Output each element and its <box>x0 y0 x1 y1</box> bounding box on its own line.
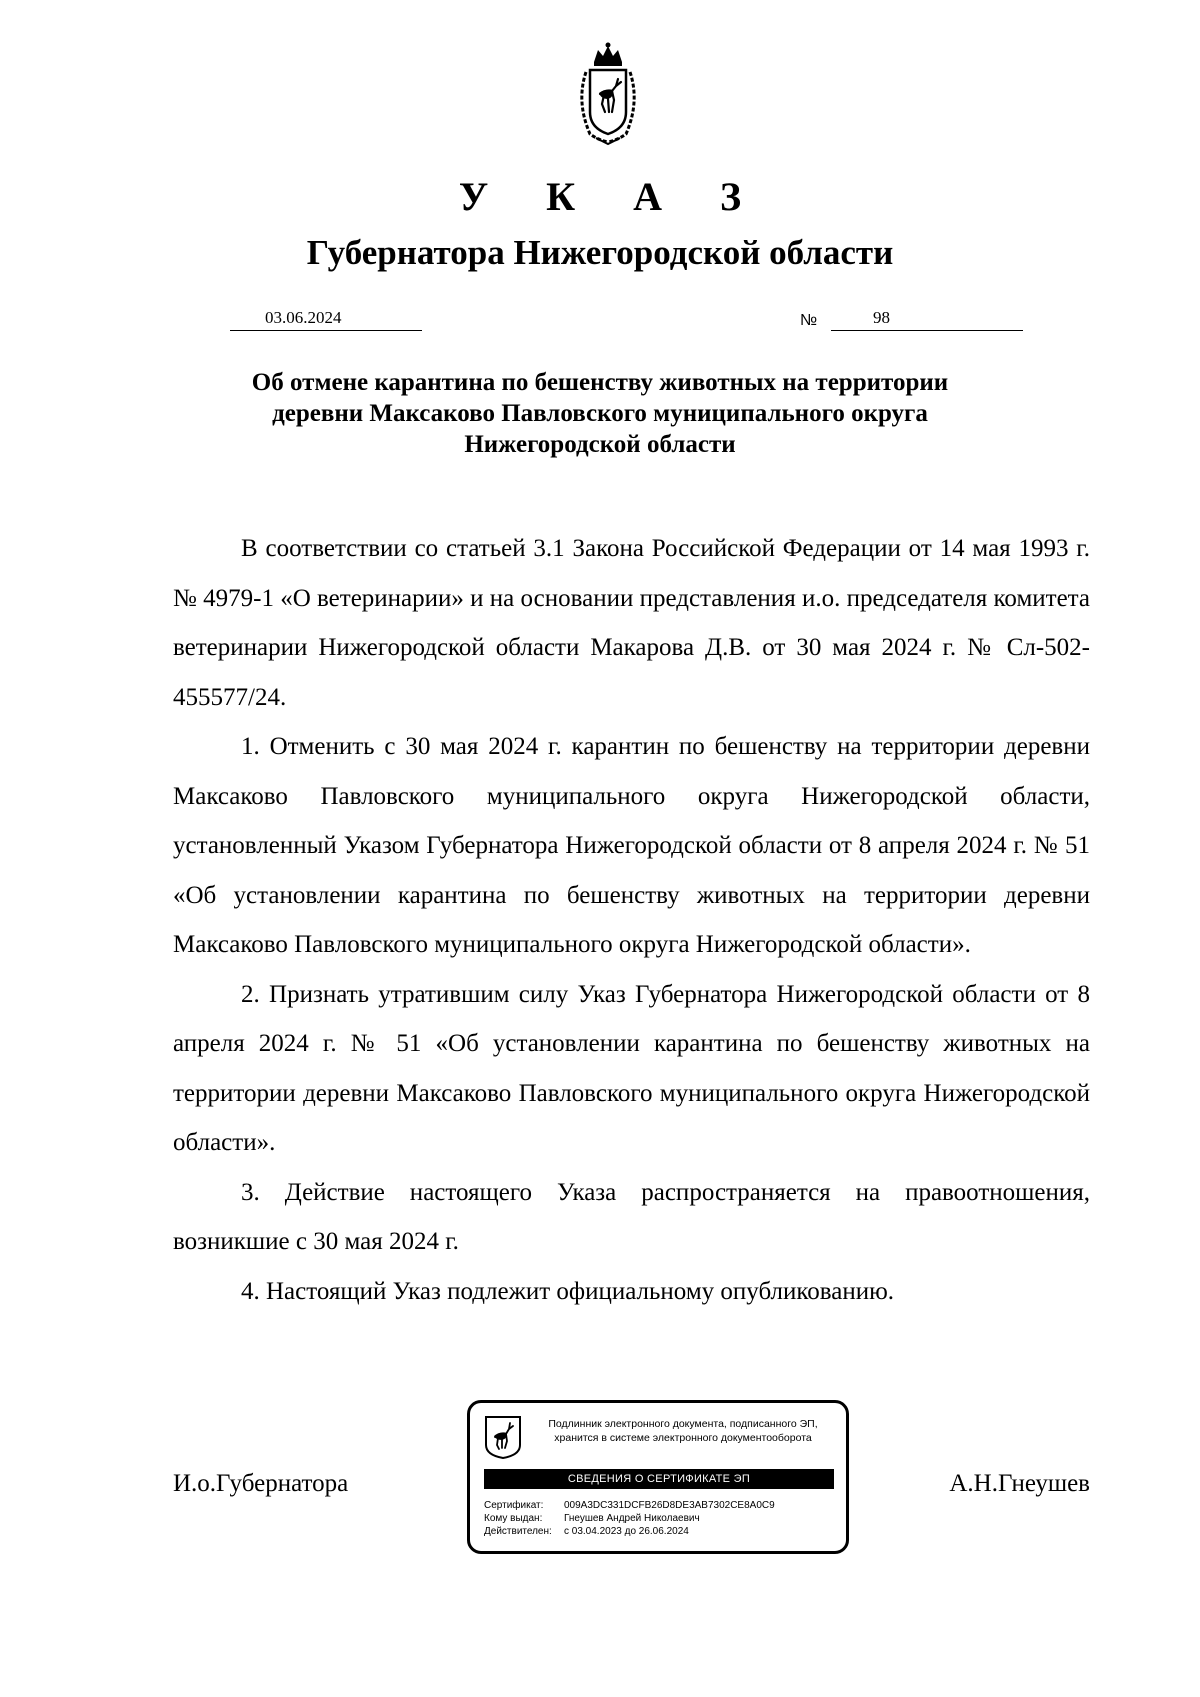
document-date: 03.06.2024 <box>265 308 342 327</box>
subject-line: Об отмене карантина по бешенству животных на территории <box>251 369 949 396</box>
validity-row <box>484 1525 839 1538</box>
document-title: У К А З <box>458 174 766 219</box>
preamble-paragraph: В соответствии со статьей 3.1 Закона Российской Федерации от 14 мая 1993 г. № 4979-1 «О ветеринарии» и на основании представления и.о. председателя комитета ветеринарии Нижегородской области Макарова Д.В. от 30 мая 2024 г. № Сл-502-455577/24. <box>173 535 1090 711</box>
certificate-info-bar: СВЕДЕНИЯ О СЕРТИФИКАТЕ ЭП <box>484 1469 834 1489</box>
document-body <box>173 524 1090 1316</box>
certificate-row <box>484 1499 839 1512</box>
stamp-header-line: Подлинник электронного документа, подписанного ЭП, <box>548 1418 818 1430</box>
date-field <box>230 308 422 331</box>
signer-name: А.Н.Гнеушев <box>949 1470 1090 1497</box>
certificate-details <box>484 1499 839 1538</box>
stamp-header <box>528 1417 838 1445</box>
number-sign: № <box>800 312 818 329</box>
document-number: 98 <box>873 308 890 327</box>
subject-line: деревни Максаково Павловского муниципального округа <box>272 400 928 427</box>
issued-to-label: Кому выдан: <box>484 1513 543 1524</box>
validity-label: Действителен: <box>484 1526 552 1537</box>
clause-2: 2. Признать утратившим силу Указ Губернатора Нижегородской области от 8 апреля 2024 г. № 51 «Об установлении карантина по бешенству животных на территории деревни Максаково Павловского муниципального округа Нижегородской области». <box>173 980 1090 1156</box>
subject-line: Нижегородской области <box>464 431 736 458</box>
issued-to-row <box>484 1512 839 1525</box>
stamp-header-line: хранится в системе электронного документооборота <box>554 1432 812 1444</box>
clause-1: 1. Отменить с 30 мая 2024 г. карантин по бешенству на территории деревни Максаково Павловского муниципального округа Нижегородской области, установленный Указом Губернатора Нижегородской области от 8 апреля 2024 г. № 51 «Об установлении карантина по бешенству животных на территории деревни Максаково Павловского муниципального округа Нижегородской области». <box>173 733 1090 958</box>
certificate-value: 009A3DC331DCFB26D8DE3AB7302CE8A0C9 <box>564 1500 775 1511</box>
document-subject <box>140 367 1060 460</box>
validity-value: с 03.04.2023 до 26.06.2024 <box>564 1526 689 1537</box>
number-field <box>831 308 1023 331</box>
deer-emblem-icon <box>484 1415 522 1459</box>
issuing-authority: Губернатора Нижегородской области <box>306 233 894 272</box>
coat-of-arms-icon <box>568 42 648 146</box>
certificate-label: Сертификат: <box>484 1500 544 1511</box>
clause-4: 4. Настоящий Указ подлежит официальному опубликованию. <box>241 1277 895 1305</box>
electronic-signature-stamp <box>467 1400 849 1554</box>
clause-3: 3. Действие настоящего Указа распространяется на правоотношения, возникшие с 30 мая 2024 г. <box>173 1178 1090 1255</box>
signer-position: И.о.Губернатора <box>173 1470 349 1497</box>
issued-to-value: Гнеушев Андрей Николаевич <box>564 1513 700 1524</box>
